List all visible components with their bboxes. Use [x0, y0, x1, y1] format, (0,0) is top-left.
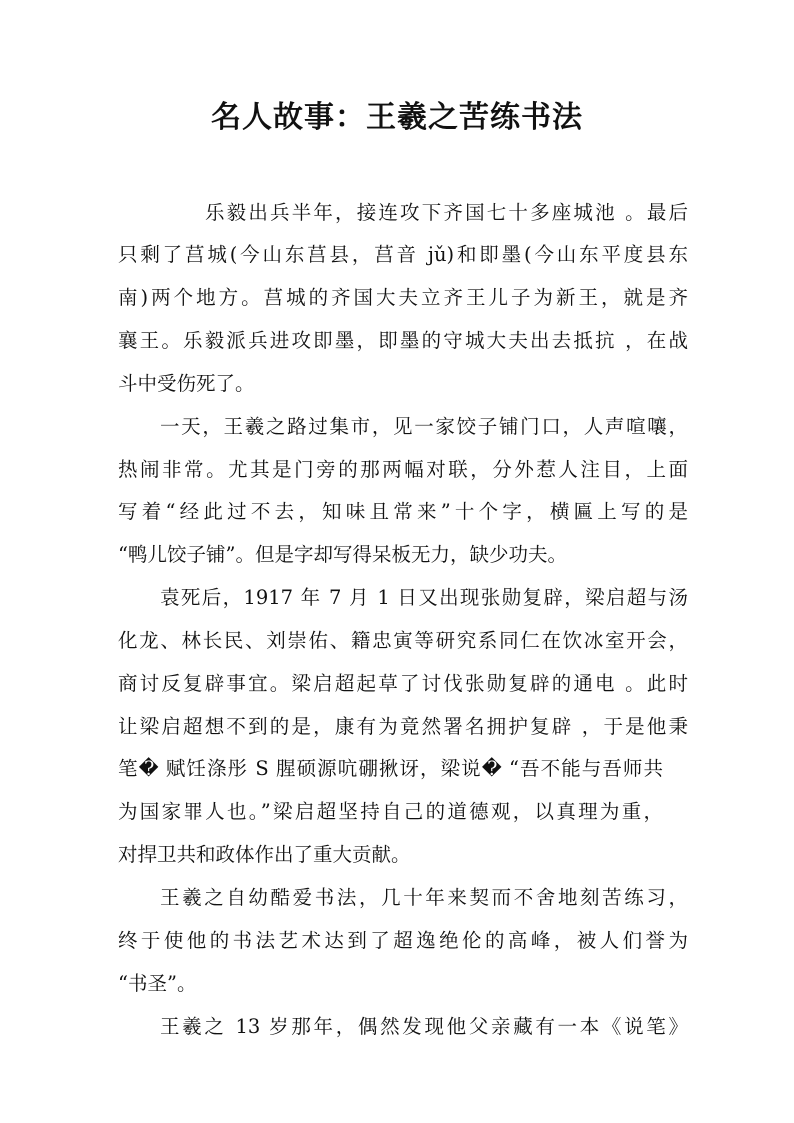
page-title: 名人故事：王羲之苦练书法 [211, 100, 583, 135]
paragraph-1-line-3: 南)两个地方。莒城的齐国大夫立齐王儿子为新王，就是齐 [118, 286, 688, 309]
paragraph-3-line-6: 为国家罪人也。”梁启超坚持自己的道德观，以真理为重， [118, 800, 663, 823]
paragraph-3-line-2: 化龙、林长民、刘崇佑、籍忠寅等研究系同仁在饮冰室开会， [118, 629, 688, 652]
paragraph-2-line-2: 热闹非常。尤其是门旁的那两幅对联，分外惹人注目，上面 [118, 458, 688, 481]
paragraph-1-line-5: 斗中受伤死了。 [118, 372, 255, 395]
paragraph-2-line-4: “鸭儿饺子铺”。但是字却写得呆板无力，缺少功夫。 [118, 543, 567, 566]
paragraph-4-line-3: “书圣”。 [118, 972, 197, 995]
paragraph-3-line-3: 商讨反复辟事宜。梁启超起草了讨伐张勋复辟的通电 。此时 [118, 672, 688, 695]
paragraph-3-line-7: 对捍卫共和政体作出了重大贡献。 [118, 843, 411, 866]
paragraph-4-line-1: 王羲之自幼酷爱书法，几十年来契而不舍地刻苦练习， [160, 886, 688, 909]
paragraph-2-line-1: 一天，王羲之路过集市，见一家饺子铺门口，人声喧嚷， [160, 415, 688, 438]
paragraph-5-line-1: 王羲之 13 岁那年，偶然发现他父亲藏有一本《说笔》 [160, 1015, 688, 1038]
paragraph-3-line-4: 让梁启超想不到的是，康有为竟然署名拥护复辟 ，于是他秉 [118, 715, 688, 738]
paragraph-2-line-3: 写着“经此过不去，知味且常来”十个字，横匾上写的是 [118, 500, 688, 523]
paragraph-3-line-1: 袁死后，1917 年 7 月 1 日又出现张勋复辟，梁启超与汤 [160, 586, 688, 609]
paragraph-1-line-2: 只剩了莒城(今山东莒县，莒音 jǔ)和即墨(今山东平度县东 [118, 243, 688, 266]
paragraph-4-line-2: 终于使他的书法艺术达到了超逸绝伦的高峰，被人们誉为 [118, 929, 688, 952]
paragraph-3-line-5: 笔� 赋饪涤彤 S 腥硕源吭硼揪讶，梁说� “吾不能与吾师共 [118, 757, 663, 780]
paragraph-1-line-1: 乐毅出兵半年，接连攻下齐国七十多座城池 。最后 [205, 201, 688, 224]
paragraph-1-line-4: 襄王。乐毅派兵进攻即墨，即墨的守城大夫出去抵抗 ，在战 [118, 329, 688, 352]
